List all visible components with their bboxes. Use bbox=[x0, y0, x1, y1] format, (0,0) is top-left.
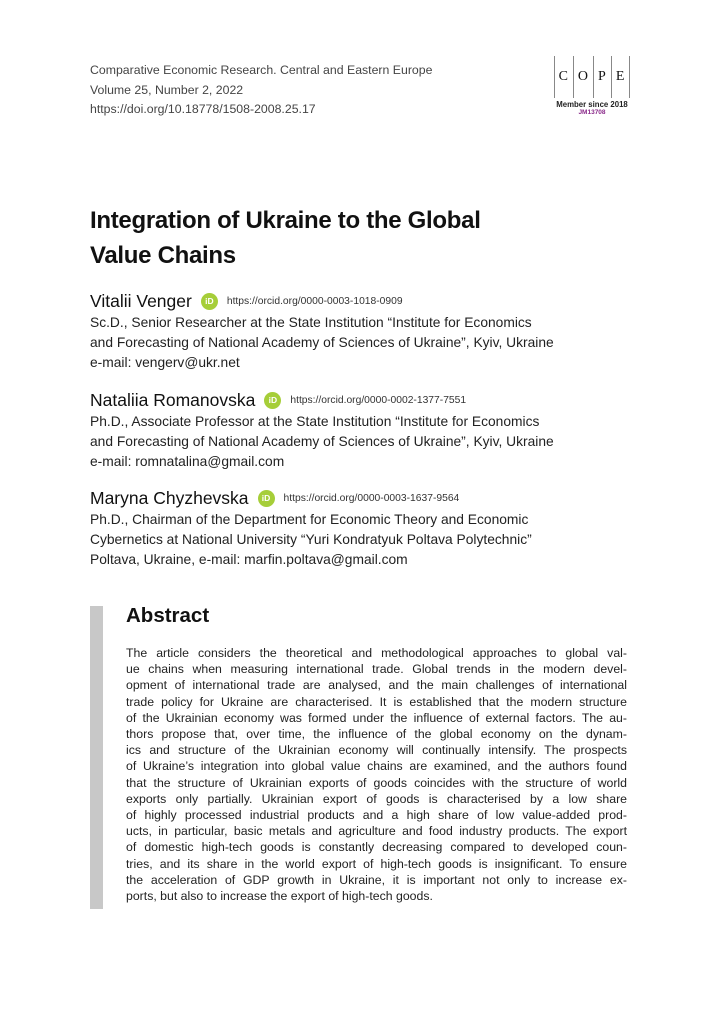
abstract-line: thors propose that, over time, the influence of the global economy on the dynam- bbox=[126, 727, 627, 742]
author-name: Vitalii Venger bbox=[90, 290, 192, 311]
abstract-line: of domestic high-tech goods is constantly decreasing compared to developed coun- bbox=[126, 840, 627, 855]
affiliation-line: Cybernetics at National University “Yuri Kondratyuk Poltava Polytechnic” bbox=[90, 532, 532, 547]
affiliation-line: and Forecasting of National Academy of Sciences of Ukraine”, Kyiv, Ukraine bbox=[90, 335, 554, 350]
affiliation-line: Poltava, Ukraine, e-mail: marfin.poltava@gmail.com bbox=[90, 552, 408, 567]
abstract-heading: Abstract bbox=[126, 604, 210, 627]
abstract-line: trade policy for Ukraine are characterised. It is established that the modern structure bbox=[126, 694, 627, 709]
author-block bbox=[90, 487, 650, 570]
abstract-line: tries, and its share in the world export of high-tech goods is insignificant. To ensure bbox=[126, 856, 627, 871]
author-name: Nataliia Romanovska bbox=[90, 389, 256, 410]
journal-doi-link[interactable]: https://doi.org/10.18778/1508-2008.25.17 bbox=[90, 102, 316, 116]
abstract-line: The article considers the theoretical and methodological approaches to global val- bbox=[126, 646, 627, 660]
cope-letters bbox=[552, 56, 632, 98]
journal-volume: Volume 25, Number 2, 2022 bbox=[90, 82, 244, 97]
affiliation-line: Ph.D., Chairman of the Department for Economic Theory and Economic bbox=[90, 512, 529, 527]
abstract-line: ics and structure of the Ukrainian economy will continually intensify. The prospects bbox=[126, 743, 627, 758]
abstract-body bbox=[126, 645, 627, 904]
author-affiliation bbox=[90, 412, 650, 472]
orcid-link[interactable]: https://orcid.org/0000-0003-1018-0909 bbox=[226, 295, 403, 307]
title-line: Value Chains bbox=[90, 242, 236, 269]
cope-letter: C bbox=[554, 56, 573, 98]
abstract-line: opment of international trade are analysed, and the main challenges of international bbox=[126, 678, 627, 693]
affiliation-line: Ph.D., Associate Professor at the State Institution “Institute for Economics bbox=[90, 414, 540, 429]
author-block bbox=[90, 290, 650, 373]
abstract-line: ucts, in particular, basic metals and agriculture and food industry products. The export bbox=[126, 824, 627, 839]
abstract-line: ports, but also to increase the export of high-tech goods. bbox=[126, 889, 433, 904]
journal-name: Comparative Economic Research. Central and Eastern Europe bbox=[90, 63, 433, 77]
cope-logo bbox=[552, 56, 632, 116]
paper-title bbox=[90, 203, 610, 273]
author-name: Maryna Chyzhevska bbox=[90, 487, 249, 508]
affiliation-line: e-mail: romnatalina@gmail.com bbox=[90, 454, 285, 469]
orcid-icon[interactable]: iD bbox=[201, 293, 218, 310]
orcid-link[interactable]: https://orcid.org/0000-0003-1637-9564 bbox=[283, 492, 460, 504]
title-line: Integration of Ukraine to the Global bbox=[90, 207, 481, 234]
abstract-line: ue chains when measuring international trade. Global trends in the modern devel- bbox=[126, 662, 627, 677]
cope-letter: P bbox=[593, 56, 611, 98]
orcid-icon[interactable]: iD bbox=[258, 490, 275, 507]
affiliation-line: Sc.D., Senior Researcher at the State Institution “Institute for Economics bbox=[90, 315, 532, 330]
author-block bbox=[90, 389, 650, 472]
abstract-line: of Ukraine’s integration into global value chains are examined, and the authors found bbox=[126, 759, 627, 774]
affiliation-line: e-mail: vengerv@ukr.net bbox=[90, 355, 240, 370]
abstract-line: of highly processed industrial products and a high share of low value-added prod- bbox=[126, 808, 627, 823]
affiliation-line: and Forecasting of National Academy of Sciences of Ukraine”, Kyiv, Ukraine bbox=[90, 434, 554, 449]
abstract-line: the acceleration of GDP growth in Ukraine, it is important not only to increase ex- bbox=[126, 872, 627, 887]
orcid-link[interactable]: https://orcid.org/0000-0002-1377-7551 bbox=[290, 394, 467, 406]
abstract-line: of the Ukrainian economy was formed under the influence of external factors. The au- bbox=[126, 710, 627, 725]
author-affiliation bbox=[90, 510, 650, 570]
author-affiliation bbox=[90, 313, 650, 373]
orcid-icon[interactable]: iD bbox=[264, 392, 281, 409]
abstract-side-bar bbox=[90, 606, 103, 909]
cope-letter: E bbox=[611, 56, 631, 98]
cope-member-id: JM13708 bbox=[578, 109, 606, 116]
abstract-line: exports only partially. Ukrainian export of goods is characterised by a low share bbox=[126, 791, 627, 806]
abstract-line: that the structure of Ukrainian exports of goods coincides with the structure of world bbox=[126, 775, 627, 790]
journal-header bbox=[90, 61, 432, 120]
cope-member-text: Member since 2018 bbox=[556, 100, 628, 109]
cope-letter: O bbox=[573, 56, 593, 98]
